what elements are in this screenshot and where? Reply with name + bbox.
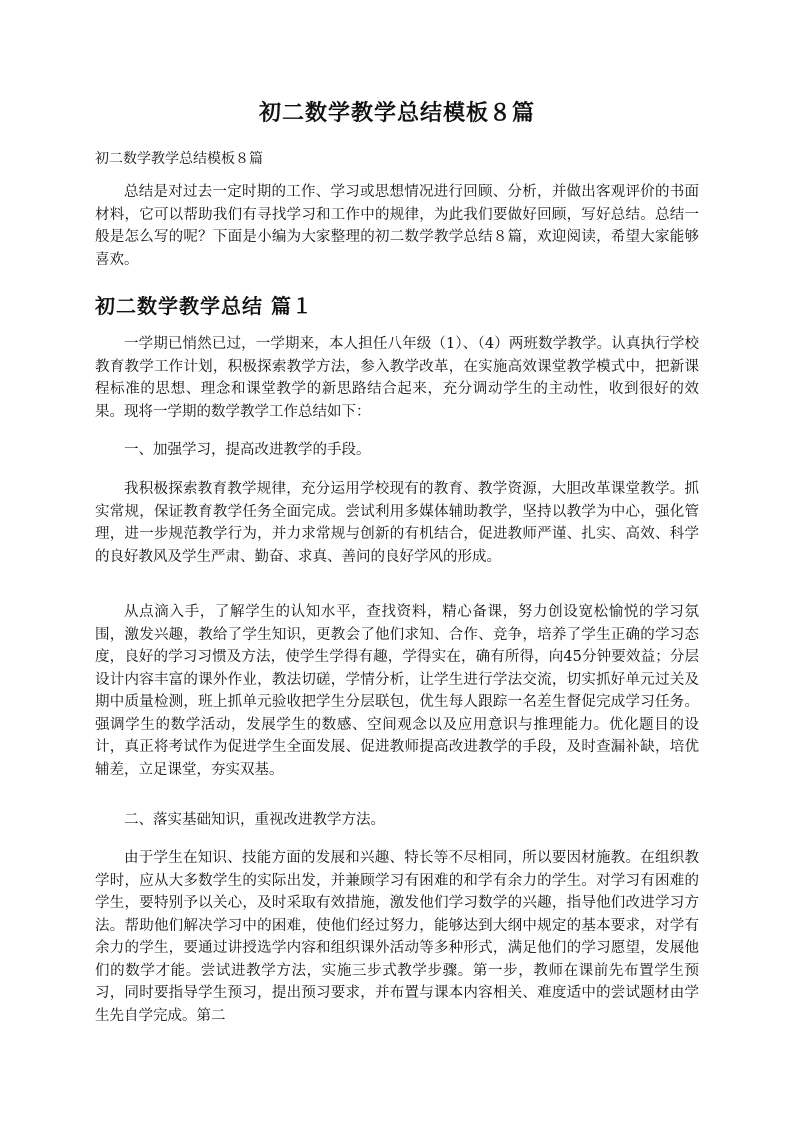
paragraph-1: 一学期已悄然已过，一学期来，本人担任八年级（1）、（4）两班数学教学。认真执行学校教育教学工作计划，积极探索教学方法，参入教学改革，在实施高效课堂教学模式中，把新课程标准的思想、理念和课堂教学的新思路结合起来，充分调动学生的主动性，收到很好的效果。现将一学期的数学教学工作总结如下：: [95, 336, 699, 420]
document-title: 初二数学教学总结模板８篇: [258, 100, 535, 126]
section-heading: 初二数学教学总结 篇１: [95, 294, 313, 318]
subheading-2: 二、落实基础知识，重视改进教学方法。: [124, 812, 385, 828]
paragraph-4: 由于学生在知识、技能方面的发展和兴趣、特长等不尽相同，所以要因材施教。在组织教学时，应从大多数学生的实际出发，并兼顾学习有困难的和学有余力的学生。对学习有困难的学生，要特别予以关心，及时采取有效措施，激发他们学习数学的兴趣，指导他们改进学习方法。帮助他们解决学习中的困难，使他们经过努力，能够达到大纲中规定的基本要求，对学有余力的学生，要通过讲授选学内容和组织课外活动等多种形式，满足他们的学习愿望，发展他们的数学才能。尝试进教学方法，实施三步式教学步骤。第一步，教师在课前先布置学生预习，同时要指导学生预习，提出预习要求，并布置与课本内容相关、难度适中的尝试题材由学生先自学完成。第二: [95, 850, 699, 1024]
document-subtitle: 初二数学教学总结模板８篇: [95, 151, 263, 167]
paragraph-3: 从点滴入手，了解学生的认知水平，查找资料，精心备课，努力创设宽松愉悦的学习氛围，激发兴趣，教给了学生知识，更教会了他们求知、合作、竞争，培养了学生正确的学习态度，良好的学习习惯及方法，使学生学得有趣，学得实在，确有所得，向45分钟要效益；分层设计内容丰富的课外作业，教法切磋，学情分析，让学生进行学法交流，切实抓好单元过关及期中质量检测，班上抓单元验收把学生分层联包，优生每人跟踪一名差生督促完成学习任务。强调学生的数学活动，发展学生的数感、空间观念以及应用意识与推理能力。优化题目的设计，真正将考试作为促进学生全面发展、促进教师提高改进教学的手段，及时查漏补缺，培优辅差，立足课堂，夯实双基。: [95, 604, 699, 778]
subheading-1: 一、加强学习，提高改进教学的手段。: [124, 442, 371, 458]
paragraph-2: 我积极探索教育教学规律，充分运用学校现有的教育、教学资源，大胆改革课堂教学。抓实常规，保证教育教学任务全面完成。尝试利用多媒体辅助教学，坚持以教学为中心，强化管理，进一步规范教学行为，并力求常规与创新的有机结合，促进教师严谨、扎实、高效、科学的良好教风及学生严肃、勤奋、求真、善问的良好学风的形成。: [95, 481, 699, 565]
intro-paragraph: 总结是对过去一定时期的工作、学习或思想情况进行回顾、分析，并做出客观评价的书面材料，它可以帮助我们有寻找学习和工作中的规律，为此我们要做好回顾，写好总结。总结一般是怎么写的呢？下面是小编为大家整理的初二数学教学总结８篇，欢迎阅读，希望大家能够喜欢。: [95, 184, 699, 268]
